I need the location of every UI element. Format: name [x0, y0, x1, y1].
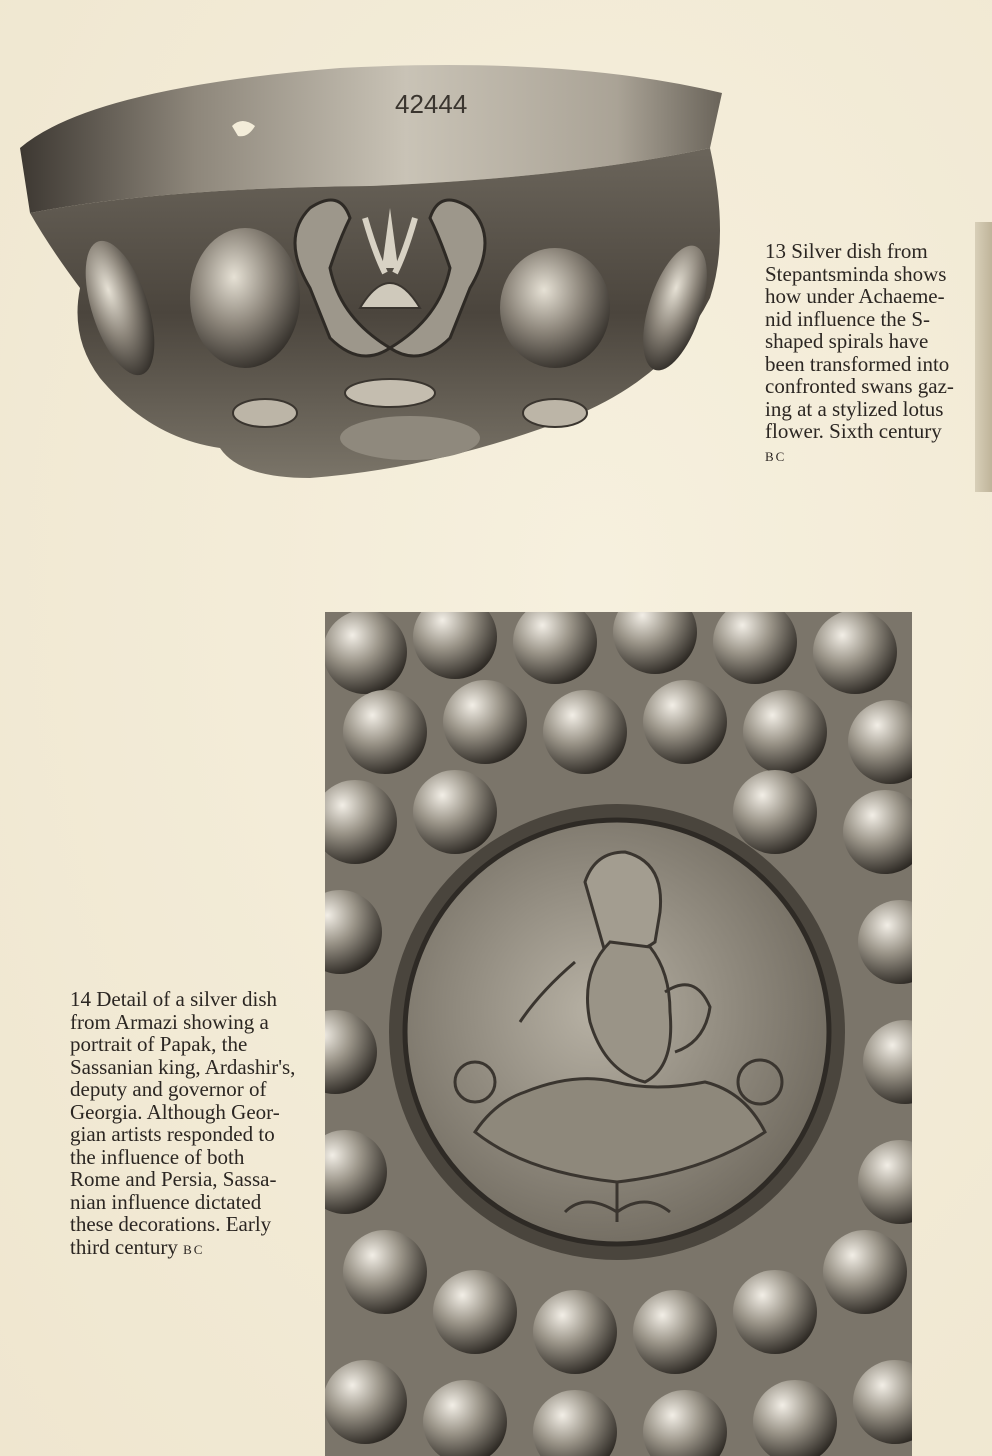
- caption-13-line: ing at a stylized lotus: [765, 396, 944, 421]
- caption-13-line: confronted swans gaz-: [765, 374, 954, 398]
- decorative-boss: [543, 690, 627, 774]
- decorative-boss: [813, 612, 897, 694]
- bowl-foot: [340, 416, 480, 460]
- decorative-boss: [343, 1230, 427, 1314]
- decorative-boss: [643, 680, 727, 764]
- decorative-boss: [413, 770, 497, 854]
- decorative-boss: [443, 680, 527, 764]
- bowl-lobe-left: [190, 228, 300, 368]
- caption-14-last-line: third century BC: [70, 1234, 205, 1259]
- rosette-left: [233, 399, 297, 427]
- decorative-boss: [743, 690, 827, 774]
- caption-figure-13: [765, 240, 973, 468]
- bowl-inscription: 42444: [395, 89, 468, 119]
- caption-13-line: Stepantsminda shows: [765, 261, 947, 286]
- caption-13-line: flower. Sixth century: [765, 419, 942, 443]
- caption-14-line: Georgia. Although Geor-: [70, 1099, 280, 1124]
- decorative-boss: [325, 1360, 407, 1444]
- caption-14-line: 14 Detail of a silver dish: [70, 987, 278, 1011]
- decorative-boss: [733, 770, 817, 854]
- figure-14-armazi-dish: [325, 612, 912, 1456]
- figure-13-silver-bowl: [10, 38, 750, 488]
- decorative-boss: [733, 1270, 817, 1354]
- bowl-lobe-right: [500, 248, 610, 368]
- caption-14-line: these decorations. Early: [70, 1212, 272, 1236]
- caption-13-era: BC: [765, 448, 787, 464]
- caption-14-line: Rome and Persia, Sassa-: [70, 1167, 277, 1191]
- caption-14-line: portrait of Papak, the: [70, 1032, 248, 1056]
- decorative-boss: [343, 690, 427, 774]
- decorative-boss: [823, 1230, 907, 1314]
- caption-13-line: been transformed into: [765, 351, 950, 376]
- decorative-boss: [633, 1290, 717, 1374]
- figure-number: 14: [70, 987, 91, 1011]
- rosette-center: [345, 379, 435, 407]
- caption-14-line: deputy and governor of: [70, 1077, 267, 1101]
- figure-number: 13: [765, 239, 786, 263]
- caption-13-line: shaped spirals have: [765, 329, 929, 353]
- adjacent-page-edge: [975, 222, 992, 492]
- silver-bowl-photo: [10, 38, 750, 488]
- caption-13-line: nid influence the S-: [765, 306, 931, 331]
- rosette-right: [523, 399, 587, 427]
- armazi-dish-photo: [325, 612, 912, 1456]
- caption-13-line: how under Achaeme-: [765, 284, 945, 308]
- decorative-boss: [433, 1270, 517, 1354]
- caption-14-line: Sassanian king, Ardashir's,: [70, 1054, 296, 1079]
- caption-13-line: 13 Silver dish from: [765, 239, 928, 263]
- decorative-boss: [533, 1290, 617, 1374]
- caption-14-line: the influence of both: [70, 1144, 245, 1169]
- caption-14-line: nian influence dictated: [70, 1189, 262, 1214]
- caption-14-line: from Armazi showing a: [70, 1009, 269, 1034]
- caption-14-line: gian artists responded to: [70, 1122, 275, 1146]
- caption-figure-14: [70, 988, 312, 1261]
